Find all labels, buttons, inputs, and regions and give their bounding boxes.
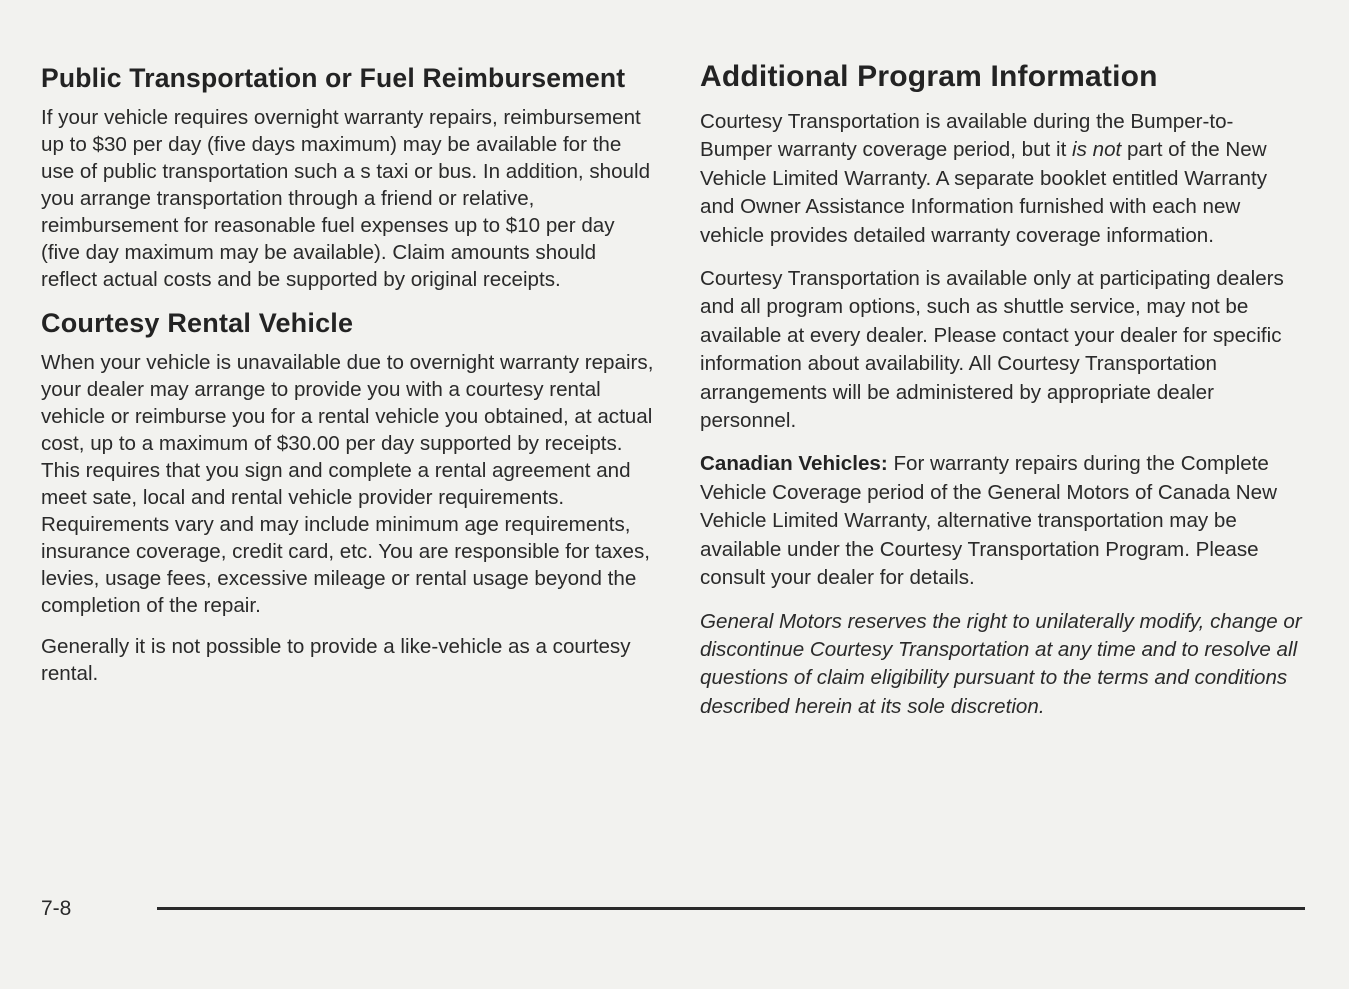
right-column	[700, 58, 1305, 721]
paragraph-bumper-to-bumper	[700, 108, 1305, 250]
heading-public-transportation: Public Transportation or Fuel Reimbursement	[41, 63, 626, 93]
paragraph-text: Courtesy Transportation is available during the Bumper-to-Bumper warranty coverage period, but it	[700, 110, 1234, 162]
footer-divider	[157, 907, 1305, 910]
paragraph-like-vehicle: Generally it is not possible to provide a like-vehicle as a courtesy rental.	[41, 635, 631, 685]
paragraph-participating-dealers: Courtesy Transportation is available only at participating dealers and all program options, such as shuttle service, may not be available at every dealer. Please contact your dealer for specific information about availability. All Courtesy Transportation arrangements will be administered by appropriate dealer personnel.	[700, 267, 1284, 433]
paragraph-courtesy-rental: When your vehicle is unavailable due to overnight warranty repairs, your dealer may arrange to provide you with a courtesy rental vehicle or reimburse you for a rental vehicle you obtained, at actual cost, up to a maximum of $30.00 per day supported by receipts. This requires that you sign and complete a rental agreement and meet sate, local and rental vehicle provider requirements. Requirements vary and may include minimum age requirements, insurance coverage, credit card, etc. You are responsible for taxes, levies, usage fees, excessive mileage or rental usage beyond the completion of the repair.	[41, 351, 654, 617]
paragraph-text: part of the New Vehicle Limited Warranty. A separate booklet entitled Warranty and Owner Assistance Information furnished with each new vehicle provides detailed warranty coverage information.	[700, 138, 1267, 247]
heading-courtesy-rental-vehicle: Courtesy Rental Vehicle	[41, 308, 354, 338]
paragraph-text: For warranty repairs during the Complete Vehicle Coverage period of the General Motors of Canada New Vehicle Limited Warranty, alternative transportation may be available under the Courtesy Transportation Program. Please consult your dealer for details.	[700, 452, 1277, 590]
paragraph-gm-disclaimer: General Motors reserves the right to unilaterally modify, change or discontinue Courtesy Transportation at any time and to resolve all questions of claim eligibility pursuant to the terms and conditions described herein at its sole discretion.	[700, 609, 1302, 718]
left-column	[41, 58, 656, 687]
page-number: 7-8	[41, 897, 72, 920]
emphasis-is-not: is not	[1072, 138, 1122, 162]
paragraph-canadian-vehicles	[700, 450, 1305, 592]
heading-additional-program-information: Additional Program Information	[700, 60, 1158, 93]
paragraph-public-transportation: If your vehicle requires overnight warranty repairs, reimbursement up to $30 per day (five days maximum) may be available for the use of public transportation such a s taxi or bus. In addition, should you arrange transportation through a friend or relative, reimbursement for reasonable fuel expenses up to $10 per day (five day maximum may be available). Claim amounts should reflect actual costs and be supported by original receipts.	[41, 106, 651, 291]
canadian-vehicles-label: Canadian Vehicles:	[700, 452, 888, 476]
